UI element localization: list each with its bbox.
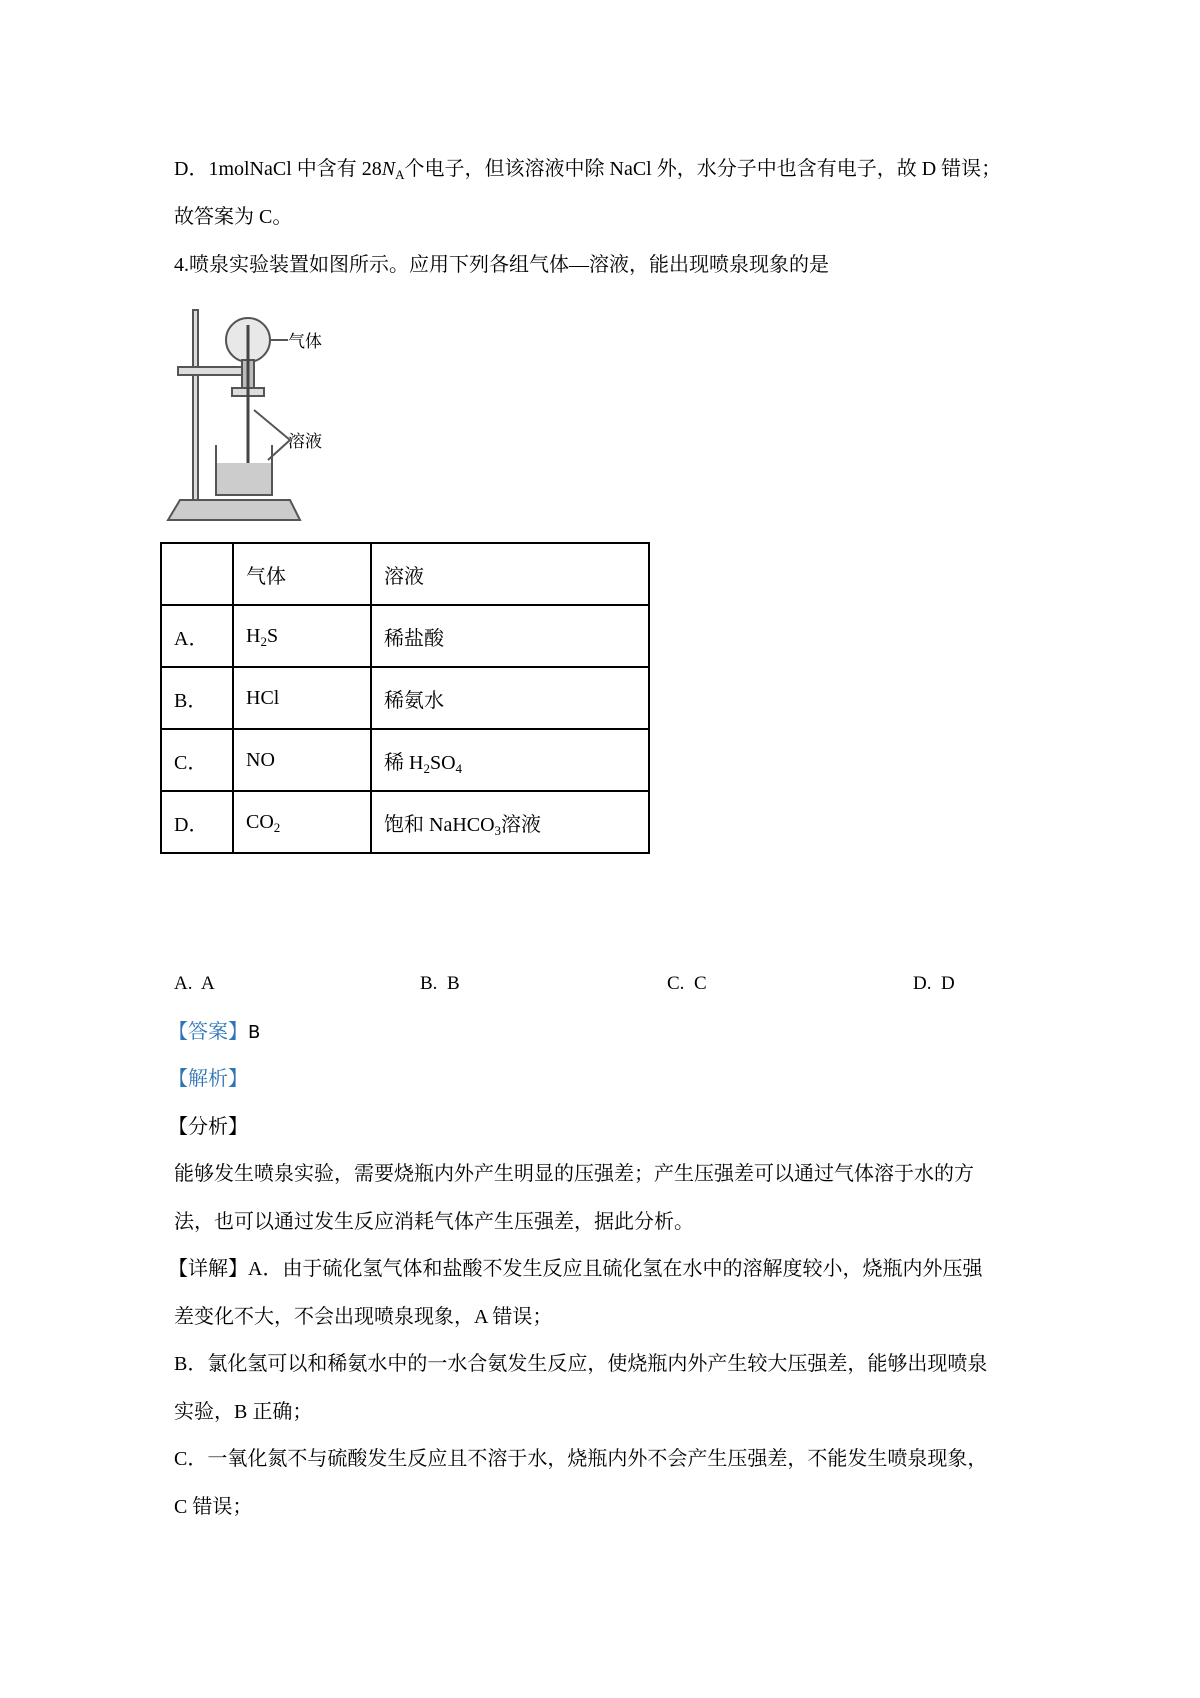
option-cell: D．	[161, 791, 233, 853]
explanation-line: 法，也可以通过发生反应消耗气体产生压强差，据此分析。	[174, 1211, 694, 1233]
option-cell: B．	[161, 667, 233, 729]
gas-cell: $CO_2$	[233, 791, 371, 853]
table-row	[161, 729, 649, 791]
explanation-line: 【详解】A．由于硫化氢气体和盐酸不发生反应且硫化氢在水中的溶解度较小，烧瓶内外压强	[168, 1258, 983, 1280]
table-row	[161, 667, 649, 729]
choice-b[interactable]: B. B	[420, 973, 460, 994]
solution-cell: 稀氨水	[371, 667, 649, 729]
gas-label: 气体	[288, 332, 322, 351]
choice-c[interactable]: C. C	[667, 973, 707, 994]
solution-cell: 饱和 NaHCO$_3$溶液	[371, 791, 649, 853]
text: 个电子，但该溶液中除 NaCl 外，水分子中也含有电子，故 D 错误；	[404, 158, 1002, 180]
text: D．1molNaCl 中含有 28	[174, 158, 382, 180]
gas-cell: $H_2S$	[233, 605, 371, 667]
solution-cell: 稀 $H_2SO_4$	[371, 729, 649, 791]
explanation-line: 差变化不大，不会出现喷泉现象，A 错误；	[174, 1306, 553, 1328]
subscript: A	[395, 167, 405, 182]
question-stem: 4.喷泉实验装置如图所示。应用下列各组气体—溶液，能出现喷泉现象的是	[174, 254, 829, 276]
solution-label: 溶液	[288, 432, 322, 451]
explanation-line: 能够发生喷泉实验，需要烧瓶内外产生明显的压强差；产生压强差可以通过气体溶于水的方	[174, 1163, 974, 1185]
answer-value: B	[248, 1022, 261, 1043]
prev-option-d-line	[174, 157, 1001, 181]
gas-cell: HCl	[233, 667, 371, 729]
header-cell: 气体	[233, 543, 371, 605]
answer-line	[168, 1020, 260, 1045]
na-symbol: N	[381, 158, 396, 180]
answer-label: 【答案】	[168, 1021, 248, 1043]
fountain-apparatus-figure	[160, 305, 340, 530]
choice-d[interactable]: D. D	[913, 973, 955, 994]
prev-conclusion: 故答案为 C。	[174, 206, 293, 228]
gas-cell: NO	[233, 729, 371, 791]
table-row	[161, 605, 649, 667]
table-header-row	[161, 543, 649, 605]
explanation-line: C．一氧化氮不与硫酸发生反应且不溶于水，烧瓶内外不会产生压强差，不能发生喷泉现象，	[174, 1448, 988, 1470]
explanation-line: 实验，B 正确；	[174, 1401, 313, 1423]
fenxi-label: 【分析】	[168, 1116, 248, 1138]
solution-cell: 稀盐酸	[371, 605, 649, 667]
option-cell: C．	[161, 729, 233, 791]
analysis-label: 【解析】	[168, 1068, 248, 1090]
explanation-line: B．氯化氢可以和稀氨水中的一水合氨发生反应，使烧瓶内外产生较大压强差，能够出现喷泉	[174, 1353, 988, 1375]
options-table	[160, 542, 650, 854]
explanation-line: C 错误；	[174, 1496, 253, 1518]
header-cell: 溶液	[371, 543, 649, 605]
header-cell	[161, 543, 233, 605]
table-row	[161, 791, 649, 853]
option-cell: A．	[161, 605, 233, 667]
choice-a[interactable]: A. A	[174, 973, 215, 994]
